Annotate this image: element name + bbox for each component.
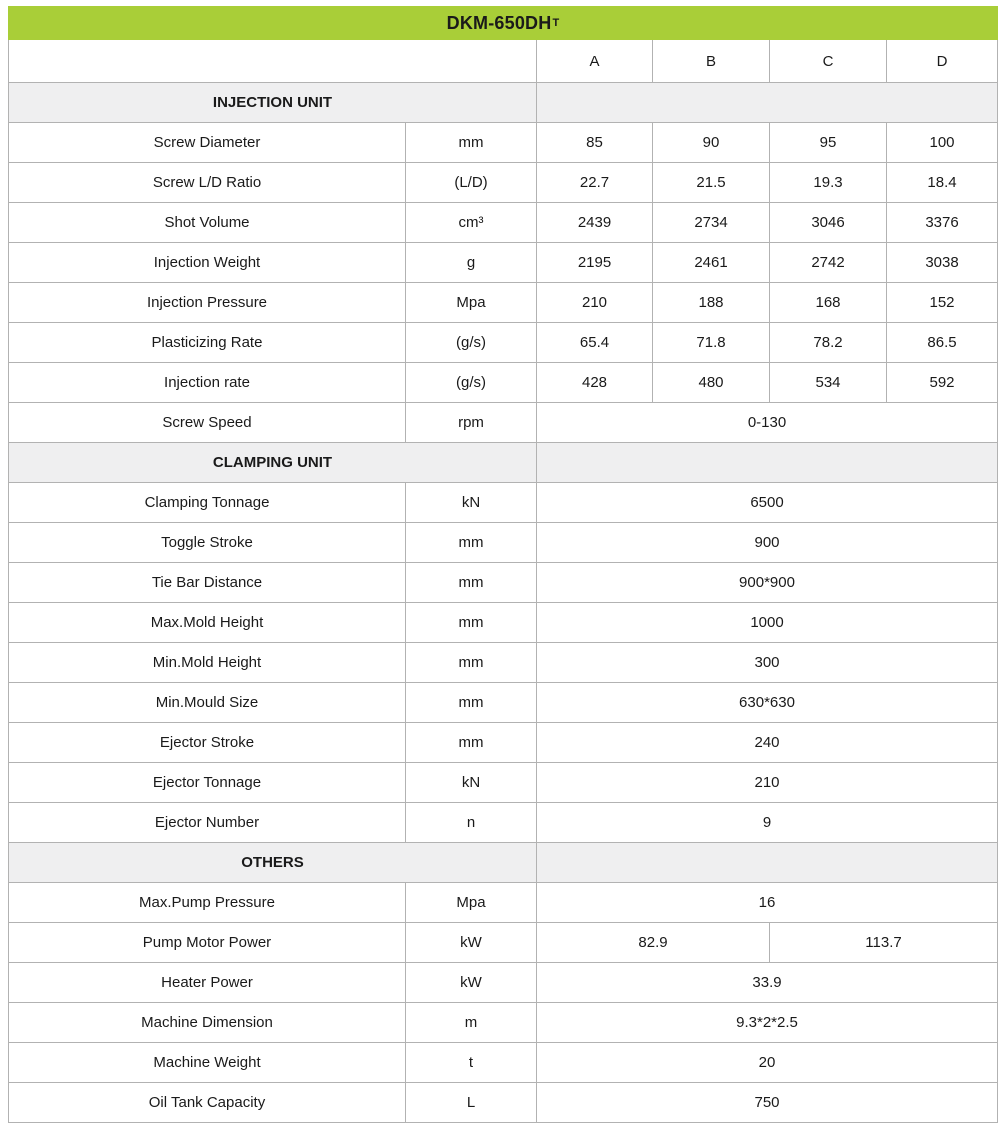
section-header-left-cell — [9, 83, 537, 122]
spec-row — [8, 603, 998, 643]
spec-row — [8, 363, 998, 403]
row-value: 82.9 — [537, 923, 770, 962]
row-value: 534 — [770, 363, 887, 402]
row-unit: cm³ — [406, 203, 537, 242]
spec-row — [8, 203, 998, 243]
row-unit: kW — [406, 923, 537, 962]
row-value: 300 — [754, 654, 780, 671]
row-value: 750 — [754, 1094, 780, 1111]
spec-row — [8, 883, 998, 923]
row-unit: m — [406, 1003, 537, 1042]
row-label: Ejector Stroke — [9, 723, 406, 762]
spec-row — [8, 1043, 998, 1083]
row-unit: mm — [406, 523, 537, 562]
row-label: Machine Weight — [9, 1043, 406, 1082]
row-label: Ejector Number — [9, 803, 406, 842]
spec-row — [8, 1003, 998, 1043]
section-header-right-cell — [537, 843, 997, 882]
row-unit: kN — [406, 763, 537, 802]
column-header-a: A — [537, 40, 653, 82]
row-label: Machine Dimension — [9, 1003, 406, 1042]
row-label: Injection rate — [9, 363, 406, 402]
row-value: 100 — [929, 134, 955, 151]
row-unit: mm — [406, 723, 537, 762]
spec-row — [8, 243, 998, 283]
row-label: Injection Weight — [9, 243, 406, 282]
row-value: 65.4 — [537, 323, 653, 362]
row-unit: mm — [406, 563, 537, 602]
row-label: Screw Diameter — [9, 123, 406, 162]
model-title: DKM-650DH — [446, 12, 552, 33]
spec-table — [8, 6, 998, 1123]
row-value: 0-130 — [747, 414, 787, 431]
row-value: 2734 — [653, 203, 770, 242]
row-value: 480 — [653, 363, 770, 402]
row-value: 113.7 — [865, 934, 902, 951]
row-value: 22.7 — [537, 163, 653, 202]
row-value: 428 — [537, 363, 653, 402]
row-label: Shot Volume — [9, 203, 406, 242]
row-unit: mm — [406, 603, 537, 642]
row-value: 78.2 — [770, 323, 887, 362]
row-value: 592 — [929, 374, 955, 391]
row-label: Oil Tank Capacity — [9, 1083, 406, 1122]
row-value: 20 — [758, 1054, 776, 1071]
spec-row — [8, 963, 998, 1003]
row-value: 9 — [762, 814, 772, 831]
row-value: 18.4 — [927, 174, 957, 191]
row-label: Ejector Tonnage — [9, 763, 406, 802]
row-unit: Mpa — [406, 283, 537, 322]
row-unit: (g/s) — [406, 323, 537, 362]
row-value: 90 — [653, 123, 770, 162]
row-value: 21.5 — [653, 163, 770, 202]
row-value: 630*630 — [739, 694, 795, 711]
row-value: 168 — [770, 283, 887, 322]
row-value: 86.5 — [927, 334, 957, 351]
row-value: 2461 — [653, 243, 770, 282]
table-body — [8, 83, 998, 1123]
row-label: Screw L/D Ratio — [9, 163, 406, 202]
section-header-right-cell — [537, 83, 997, 122]
row-unit: kN — [406, 483, 537, 522]
spec-row — [8, 803, 998, 843]
section-header-left-cell — [9, 843, 537, 882]
row-value: 33.9 — [752, 974, 782, 991]
row-unit: t — [406, 1043, 537, 1082]
row-unit: Mpa — [406, 883, 537, 922]
row-value: 900*900 — [739, 574, 795, 591]
column-header-blank-cell — [9, 40, 537, 82]
row-value: 210 — [537, 283, 653, 322]
row-label: Max.Pump Pressure — [9, 883, 406, 922]
row-unit: mm — [406, 123, 537, 162]
row-label: Pump Motor Power — [9, 923, 406, 962]
row-value: 6500 — [750, 494, 784, 511]
row-value: 900 — [754, 534, 780, 551]
model-title-superscript: T — [552, 17, 560, 29]
spec-row — [8, 163, 998, 203]
table-title-bar — [8, 6, 998, 40]
row-label: Toggle Stroke — [9, 523, 406, 562]
section-header-row — [8, 843, 998, 883]
row-label: Screw Speed — [9, 403, 406, 442]
spec-row — [8, 283, 998, 323]
row-value: 152 — [929, 294, 955, 311]
row-label: Clamping Tonnage — [9, 483, 406, 522]
section-title: OTHERS — [241, 854, 304, 871]
spec-row — [8, 123, 998, 163]
spec-row — [8, 563, 998, 603]
row-unit: g — [406, 243, 537, 282]
column-header-row — [8, 40, 998, 83]
spec-row — [8, 923, 998, 963]
spec-row — [8, 723, 998, 763]
row-label: Min.Mold Height — [9, 643, 406, 682]
row-value: 3038 — [925, 254, 959, 271]
row-value: 2742 — [770, 243, 887, 282]
row-value: 9.3*2*2.5 — [736, 1014, 798, 1031]
row-value: 71.8 — [653, 323, 770, 362]
row-value: 2195 — [537, 243, 653, 282]
row-unit: (g/s) — [406, 363, 537, 402]
section-header-right-cell — [537, 443, 997, 482]
spec-row — [8, 1083, 998, 1123]
column-header-b: B — [653, 40, 770, 82]
row-label: Plasticizing Rate — [9, 323, 406, 362]
row-label: Max.Mold Height — [9, 603, 406, 642]
row-unit: kW — [406, 963, 537, 1002]
spec-row — [8, 523, 998, 563]
spec-row — [8, 643, 998, 683]
row-value: 95 — [770, 123, 887, 162]
spec-row — [8, 323, 998, 363]
spec-row — [8, 763, 998, 803]
section-header-left-cell — [9, 443, 537, 482]
row-label: Injection Pressure — [9, 283, 406, 322]
spec-row — [8, 683, 998, 723]
spec-row — [8, 403, 998, 443]
row-value: 188 — [653, 283, 770, 322]
section-title: CLAMPING UNIT — [212, 454, 333, 471]
row-label: Min.Mould Size — [9, 683, 406, 722]
section-header-row — [8, 443, 998, 483]
row-value: 19.3 — [770, 163, 887, 202]
row-value: 3046 — [770, 203, 887, 242]
row-value: 16 — [758, 894, 776, 911]
row-value: 3376 — [925, 214, 959, 231]
row-unit: rpm — [406, 403, 537, 442]
row-unit: n — [406, 803, 537, 842]
spec-row — [8, 483, 998, 523]
row-unit: mm — [406, 683, 537, 722]
row-value: 1000 — [750, 614, 784, 631]
section-header-row — [8, 83, 998, 123]
row-value: 85 — [537, 123, 653, 162]
row-unit: mm — [406, 643, 537, 682]
row-label: Heater Power — [9, 963, 406, 1002]
row-value: 240 — [754, 734, 780, 751]
row-value: 2439 — [537, 203, 653, 242]
section-title: INJECTION UNIT — [212, 94, 333, 111]
row-unit: (L/D) — [406, 163, 537, 202]
row-label: Tie Bar Distance — [9, 563, 406, 602]
row-unit: L — [406, 1083, 537, 1122]
column-header-d: D — [936, 52, 948, 70]
row-value: 210 — [754, 774, 780, 791]
column-header-c: C — [770, 40, 887, 82]
